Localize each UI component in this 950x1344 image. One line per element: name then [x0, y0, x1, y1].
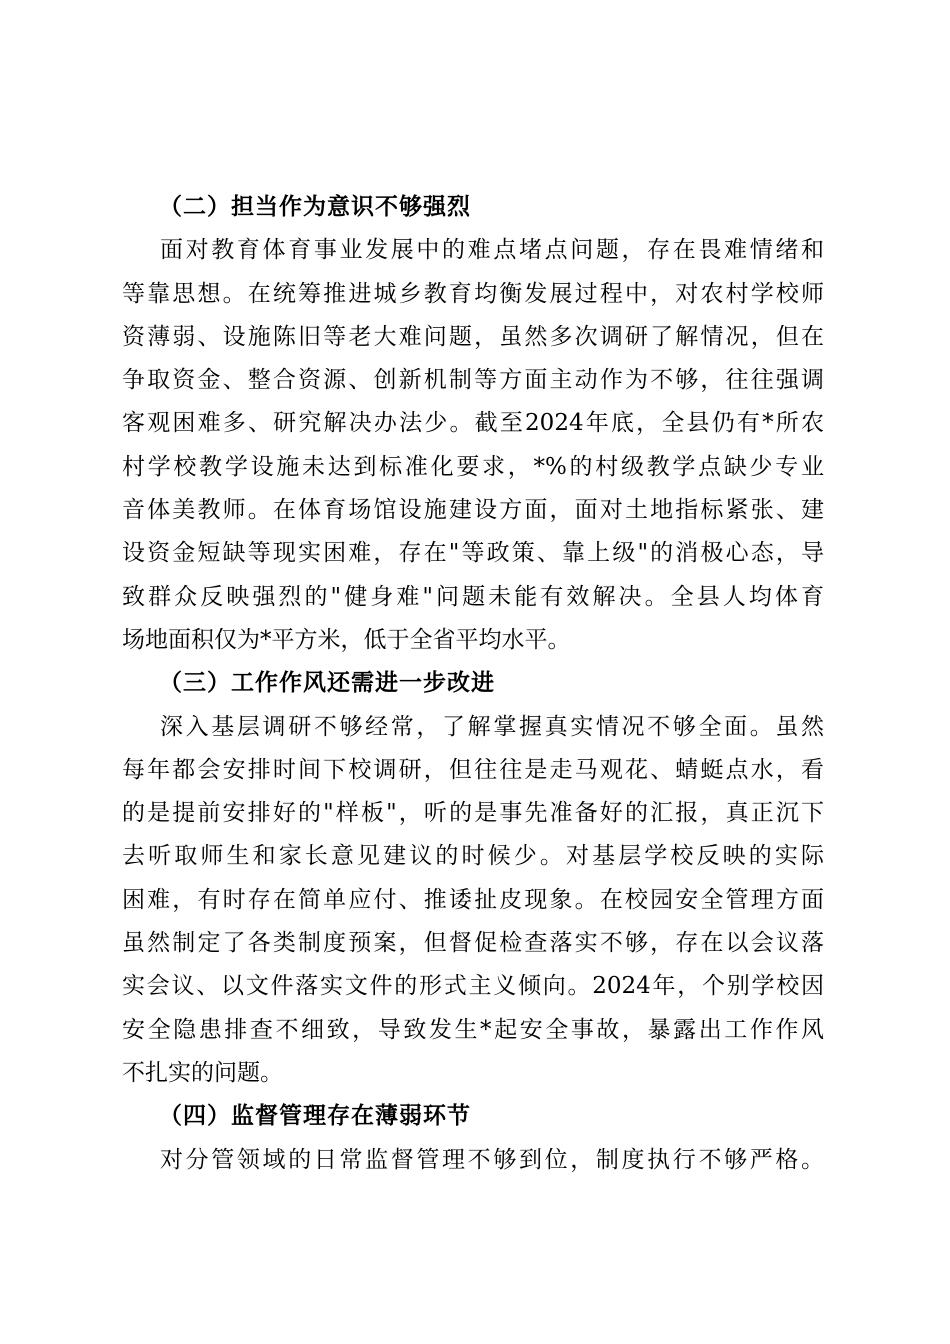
- paragraph-line: 每年都会安排时间下校调研，但往往是走马观花、蜻蜓点水，看: [122, 756, 824, 783]
- paragraph-line: 设资金短缺等现实困难，存在"等政策、靠上级"的消极心态，导: [122, 540, 824, 567]
- paragraph-line: 音体美教师。在体育场馆设施建设方面，面对土地指标紧张、建: [122, 497, 824, 524]
- section-4: [122, 1095, 824, 1182]
- section-3: [122, 662, 824, 1095]
- paragraph-line: 客观困难多、研究解决办法少。截至2024年底，全县仍有*所农: [122, 410, 824, 437]
- paragraph-line: 安全隐患排查不细致，导致发生*起安全事故，暴露出工作作风: [122, 1016, 824, 1043]
- paragraph-line: 争取资金、整合资源、创新机制等方面主动作为不够，往往强调: [122, 367, 824, 394]
- section-heading: （四）监督管理存在薄弱环节: [159, 1103, 471, 1130]
- section-heading: （二）担当作为意识不够强烈: [159, 194, 471, 220]
- paragraph-line: 致群众反映强烈的"健身难"问题未能有效解决。全县人均体育: [122, 583, 824, 610]
- paragraph-line: 实会议、以文件落实文件的形式主义倾向。2024年，个别学校因: [122, 973, 824, 1000]
- document-page: [122, 186, 824, 1182]
- paragraph-line: 对分管领域的日常监督管理不够到位，制度执行不够严格。: [160, 1146, 824, 1173]
- paragraph-line: 面对教育体育事业发展中的难点堵点问题，存在畏难情绪和: [160, 237, 824, 264]
- paragraph-line: 资薄弱、设施陈旧等老大难问题，虽然多次调研了解情况，但在: [122, 323, 824, 350]
- paragraph-line: 不扎实的问题。: [122, 1059, 283, 1086]
- paragraph-line: 村学校教学设施未达到标准化要求，*%的村级教学点缺少专业: [122, 453, 824, 480]
- paragraph-line: 去听取师生和家长意见建议的时候少。对基层学校反映的实际: [122, 843, 824, 870]
- paragraph-line: 等靠思想。在统筹推进城乡教育均衡发展过程中，对农村学校师: [122, 280, 824, 307]
- paragraph-line: 深入基层调研不够经常，了解掌握真实情况不够全面。虽然: [160, 713, 824, 740]
- paragraph-line: 场地面积仅为*平方米，低于全省平均水平。: [122, 626, 571, 653]
- paragraph-line: 困难，有时存在简单应付、推诿扯皮现象。在校园安全管理方面: [122, 886, 824, 913]
- paragraph-line: 的是提前安排好的"样板"，听的是事先准备好的汇报，真正沉下: [122, 800, 824, 827]
- paragraph-line: 虽然制定了各类制度预案，但督促检查落实不够，存在以会议落: [122, 930, 824, 957]
- section-2: [122, 186, 824, 662]
- section-heading: （三）工作作风还需进一步改进: [159, 670, 495, 697]
